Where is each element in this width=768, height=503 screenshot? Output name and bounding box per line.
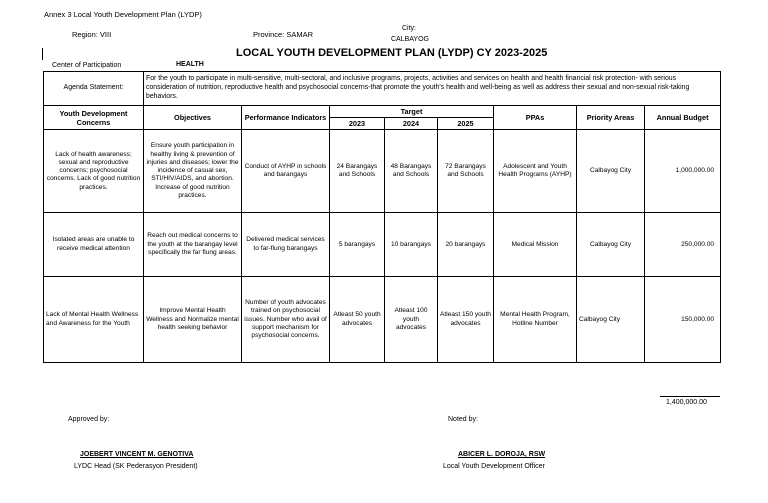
indicator-cell: Conduct of AYHP in schools and barangays (242, 130, 330, 213)
city-label: City: (402, 25, 416, 32)
document-title: LOCAL YOUTH DEVELOPMENT PLAN (LYDP) CY 2023-2025 (236, 47, 548, 59)
objective-cell: Improve Mental Health Wellness and Normalize mental health seeking behavior (144, 277, 242, 363)
priority-cell: Calbayog City (577, 277, 645, 363)
approver-title: LYDC Head (SK Pederasyon President) (74, 463, 198, 470)
noted-by-label: Noted by: (448, 416, 478, 423)
objective-cell: Reach out medical concerns to the youth at the barangay level specifically the far flung areas. (144, 213, 242, 277)
region-label: Region: VIII (72, 30, 112, 39)
target-2023-cell: 24 Barangays and Schools (330, 130, 385, 213)
header-priority: Priority Areas (577, 106, 645, 130)
budget-cell: 150,000.00 (645, 277, 721, 363)
header-year-2024: 2024 (385, 118, 438, 130)
noter-title: Local Youth Development Officer (443, 463, 545, 470)
approver-name: JOEBERT VINCENT M. GENOTIVA (80, 451, 194, 458)
total-underline (660, 396, 720, 397)
approved-by-label: Approved by: (68, 416, 110, 423)
target-2024-cell: Atleast 100 youth advocates (385, 277, 438, 363)
budget-cell: 250,000.00 (645, 213, 721, 277)
header-indicators: Performance Indicators (242, 106, 330, 130)
noter-name: ABICER L. DOROJA, RSW (458, 451, 546, 458)
total-budget: 1,400,000.00 (666, 399, 707, 406)
priority-cell: Calbayog City (577, 213, 645, 277)
concern-cell: Isolated areas are unable to receive medical attention (44, 213, 144, 277)
center-of-participation-label: Center of Participation (52, 62, 122, 69)
header-year-2023: 2023 (330, 118, 385, 130)
target-2025-cell: Atleast 150 youth advocates (438, 277, 494, 363)
indicator-cell: Delivered medical services to far-flung barangays (242, 213, 330, 277)
ppa-cell: Adolescent and Youth Health Programs (AYHP) (494, 130, 577, 213)
agenda-text: For the youth to participate in multi-sensitive, multi-sectoral, and inclusive programs, projects, activities and services on health and health financial risk protection- with serious consideration of nutrition, reproductive health and psychosocial concerns-that promote the youth's health and well-being as well as address their sexual and non-sexual risk-taking behaviors. (144, 72, 721, 106)
annex-label: Annex 3 Local Youth Development Plan (LYDP) (44, 10, 202, 19)
table-row (44, 213, 721, 277)
target-2023-cell: 5 barangays (330, 213, 385, 277)
target-2024-cell: 48 Barangays and Schools (385, 130, 438, 213)
priority-cell: Calbayog City (577, 130, 645, 213)
target-2023-cell: Atleast 50 youth advocates (330, 277, 385, 363)
concern-cell: Lack of health awareness; sexual and reproductive concerns; psychosocial concerns. Lack of good nutrition practices. (44, 130, 144, 213)
target-2025-cell: 72 Barangays and Schools (438, 130, 494, 213)
header-row (44, 106, 721, 118)
center-of-participation-value: HEALTH (176, 61, 204, 68)
ppa-cell: Mental Health Program, Hotline Number (494, 277, 577, 363)
indicator-cell: Number of youth advocates trained on psychosocial issues. Number who avail of support mechanism for psychosocial concerns. (242, 277, 330, 363)
agenda-row (44, 72, 721, 106)
city-value: CALBAYOG (391, 36, 429, 43)
header-objectives: Objectives (144, 106, 242, 130)
agenda-label: Agenda Statement: (44, 72, 144, 106)
header-ppas: PPAs (494, 106, 577, 130)
table-row (44, 277, 721, 363)
header-target: Target (330, 106, 494, 118)
budget-cell: 1,000,000.00 (645, 130, 721, 213)
target-2025-cell: 20 barangays (438, 213, 494, 277)
header-concerns: Youth Development Concerns (44, 106, 144, 130)
objective-cell: Ensure youth participation in healthy living & prevention of injuries and diseases; lower the incidence of casual sex, STI/HIV/AIDS, and abortion. Increase of good nutrition practices. (144, 130, 242, 213)
lydp-table (43, 71, 721, 363)
concern-cell: Lack of Mental Health Wellness and Awareness for the Youth (44, 277, 144, 363)
target-2024-cell: 10 barangays (385, 213, 438, 277)
header-budget: Annual Budget (645, 106, 721, 130)
table-row (44, 130, 721, 213)
ppa-cell: Medical Mission (494, 213, 577, 277)
province-label: Province: SAMAR (253, 30, 314, 39)
text-cursor (42, 48, 43, 60)
header-year-2025: 2025 (438, 118, 494, 130)
